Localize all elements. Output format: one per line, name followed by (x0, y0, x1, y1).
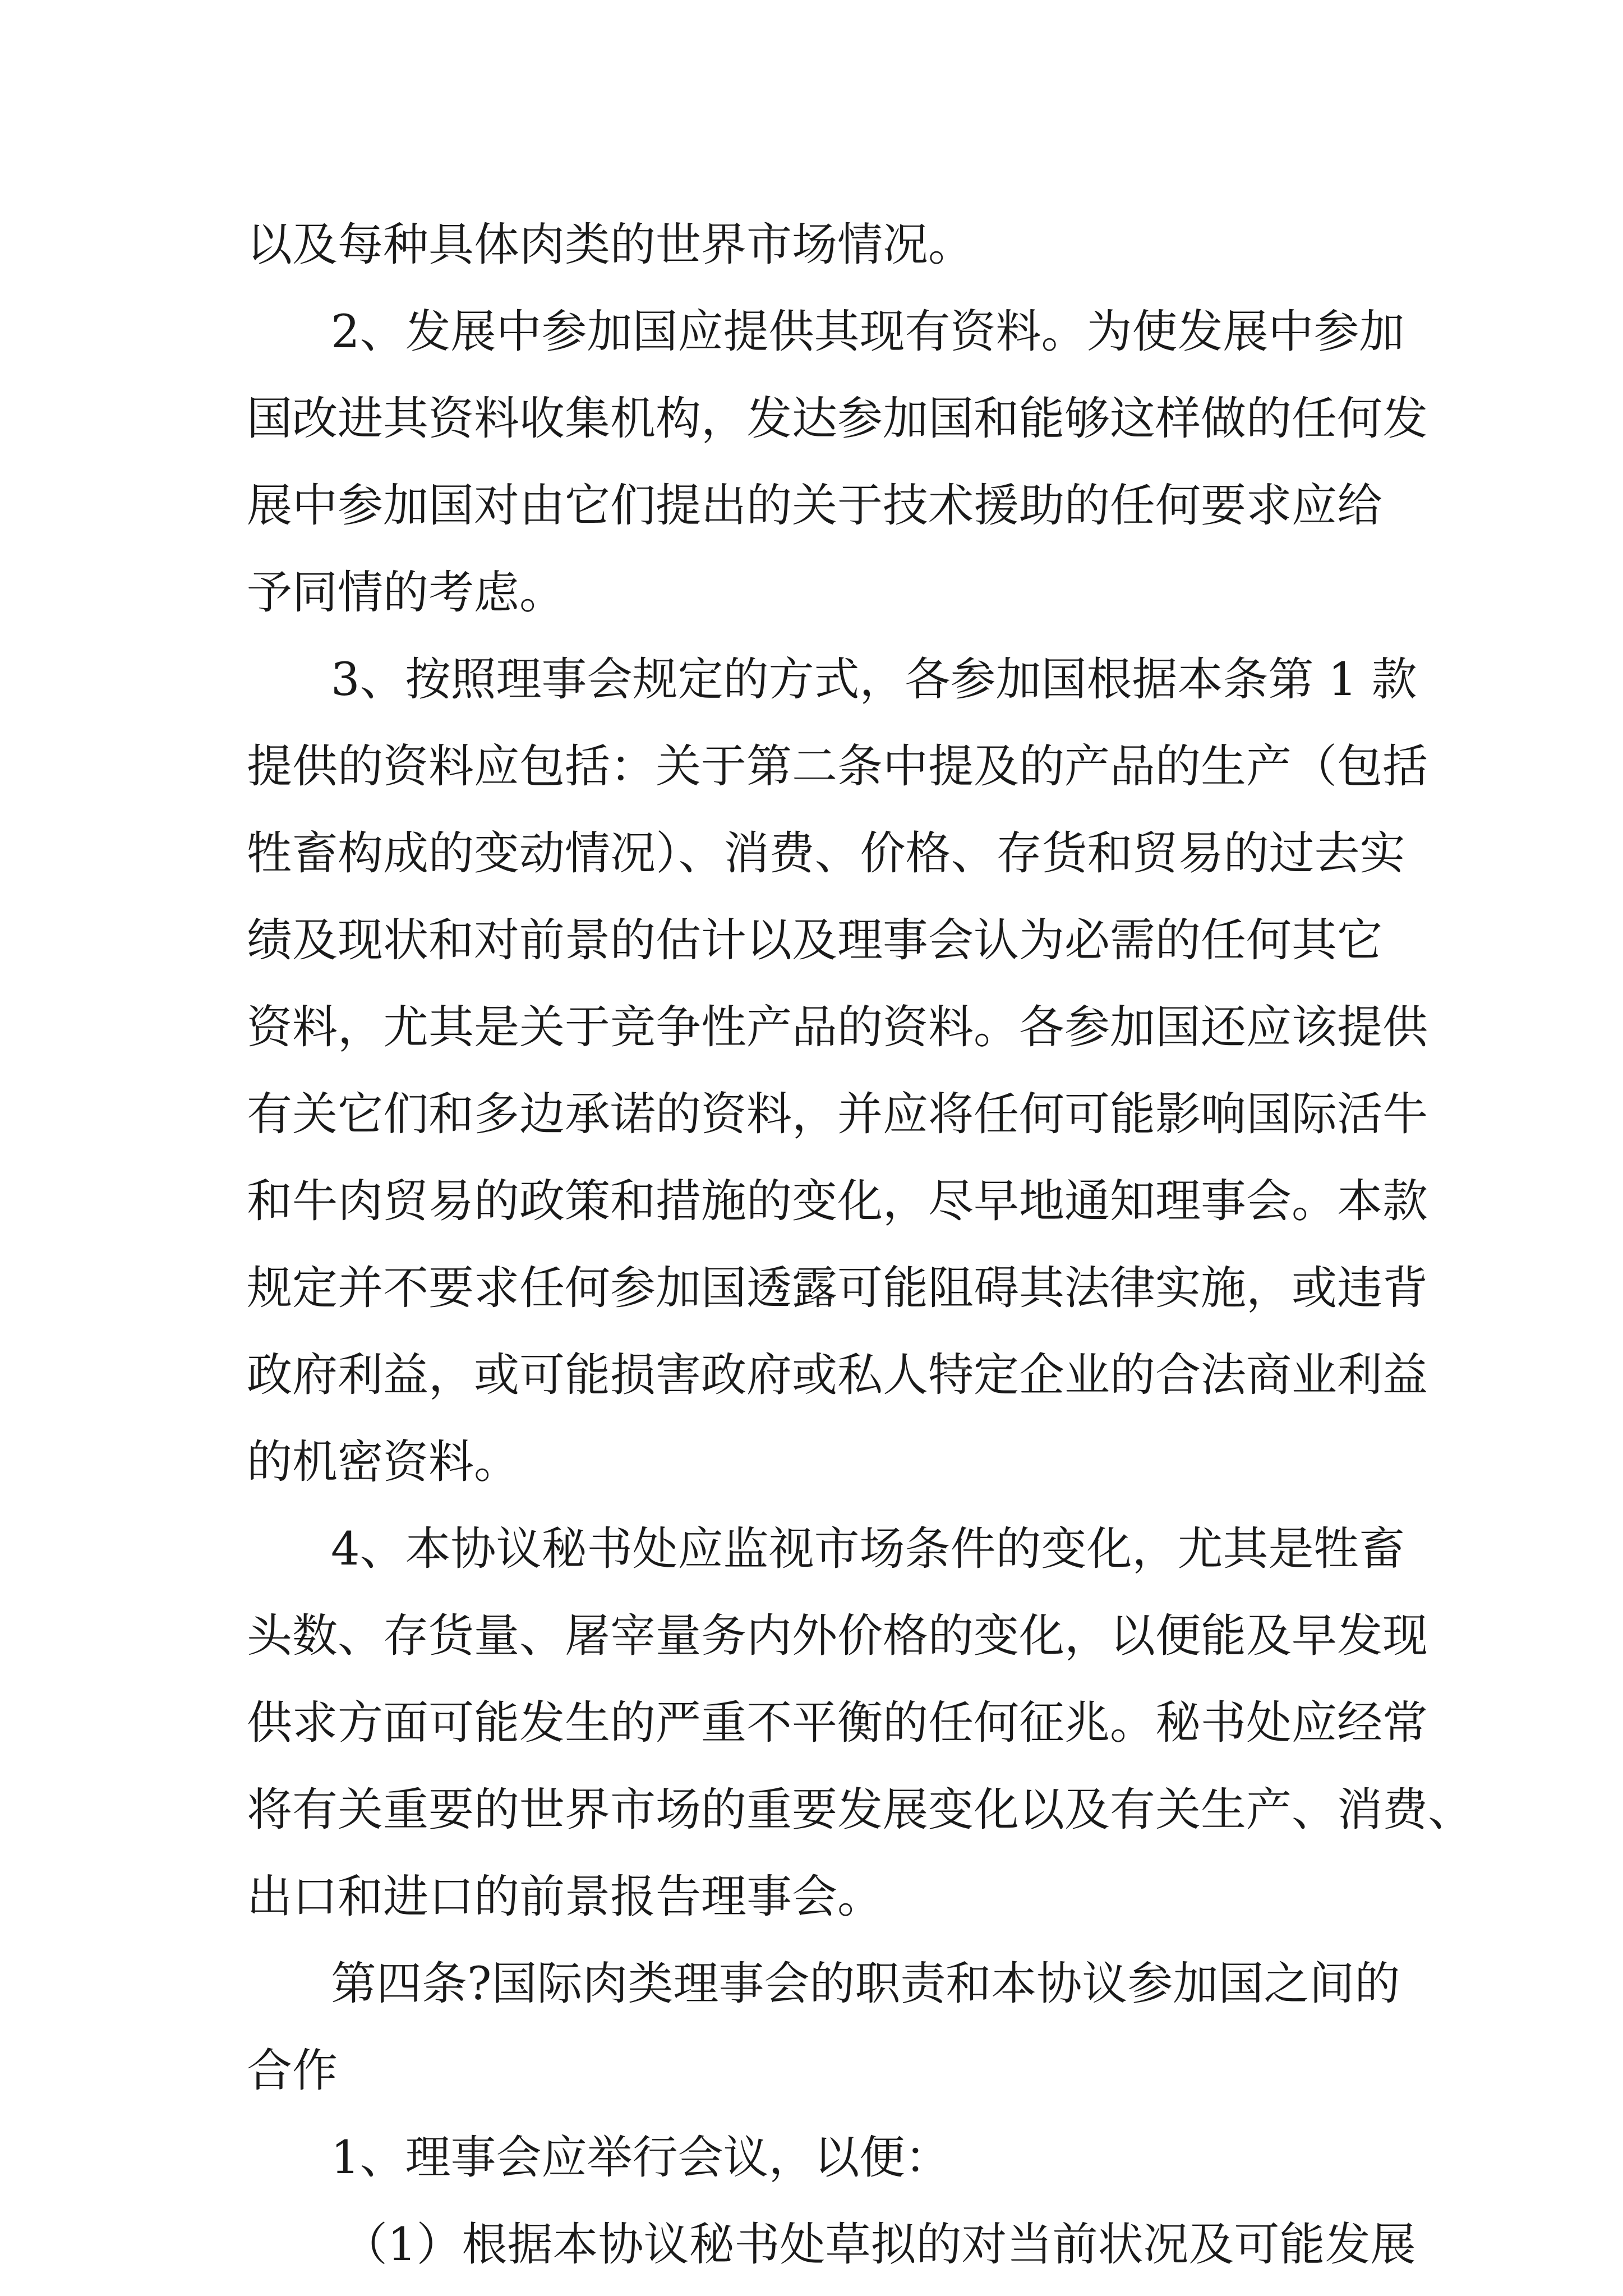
text-line: 牲畜构成的变动情况）、消费、价格、存货和贸易的过去实 (247, 827, 1405, 880)
text-line: 提供的资料应包括：关于第二条中提及的产品的生产（包括 (247, 740, 1428, 793)
text-line: 的机密资料。 (247, 1436, 520, 1489)
text-line: 头数、存货量、屠宰量务内外价格的变化，以便能及早发现 (247, 1610, 1428, 1663)
text-line: 4、本协议秘书处应监视市场条件的变化，尤其是牲畜 (331, 1523, 1405, 1576)
text-line: 有关它们和多边承诺的资料，并应将任何可能影响国际活牛 (247, 1088, 1428, 1141)
text-line: 1、理事会应举行会议，以便： (331, 2132, 951, 2184)
text-line: 和牛肉贸易的政策和措施的变化，尽早地通知理事会。本款 (247, 1175, 1428, 1228)
text-line: 资料，尤其是关于竞争性产品的资料。各参加国还应该提供 (247, 1001, 1428, 1054)
text-line: 绩及现状和对前景的估计以及理事会认为必需的任何其它 (247, 914, 1383, 967)
text-line: 将有关重要的世界市场的重要发展变化以及有关生产、消费、 (247, 1784, 1474, 1837)
text-line: （1）根据本协议秘书处草拟的对当前状况及可能发展 (342, 2219, 1416, 2271)
text-line: 2、发展中参加国应提供其现有资料。为使发展中参加 (331, 306, 1405, 358)
text-line: 予同情的考虑。 (247, 567, 565, 619)
text-line: 规定并不要求任何参加国透露可能阻碍其法律实施，或违背 (247, 1262, 1428, 1315)
text-line: 以及每种具体肉类的世界市场情况。 (247, 219, 974, 272)
text-line: 国改进其资料收集机构，发达参加国和能够这样做的任何发 (247, 393, 1428, 445)
text-line: 合作 (247, 2045, 338, 2097)
text-line: 政府利益，或可能损害政府或私人特定企业的合法商业利益 (247, 1349, 1428, 1402)
text-line: 3、按照理事会规定的方式，各参加国根据本条第 1 款 (331, 654, 1417, 706)
text-line: 第四条?国际肉类理事会的职责和本协议参加国之间的 (331, 1958, 1400, 2010)
text-line: 出口和进口的前景报告理事会。 (247, 1871, 883, 1924)
text-line: 供求方面可能发生的严重不平衡的任何征兆。秘书处应经常 (247, 1697, 1428, 1750)
text-line: 展中参加国对由它们提出的关于技术援助的任何要求应给 (247, 480, 1383, 532)
